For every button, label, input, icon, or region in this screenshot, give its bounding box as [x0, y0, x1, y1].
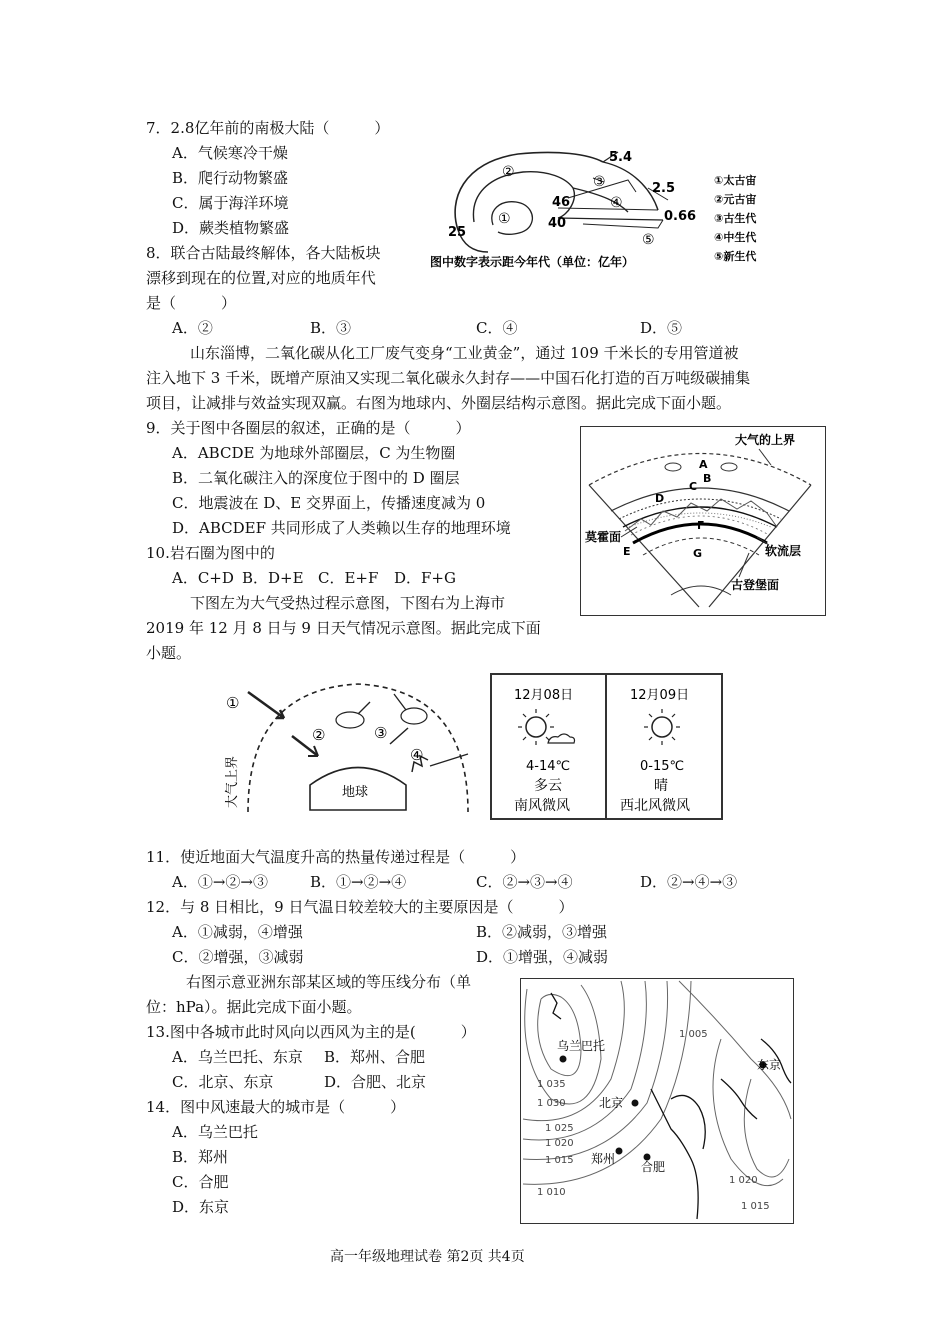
q12-option-a: A．①减弱，④增强: [172, 923, 303, 941]
q9-option-b: B．二氧化碳注入的深度位于图中的 D 圈层: [172, 469, 460, 487]
passage1-line1: 山东淄博，二氧化碳从化工厂废气变身“工业黄金”，通过 109 千米长的专用管道被: [190, 344, 739, 362]
weather-day1-temp: 4-14℃: [526, 759, 571, 774]
geo-number-40: 40: [548, 216, 567, 231]
heat-arrow-3: ③: [374, 724, 388, 742]
geo-legend-4: ④中生代: [714, 231, 757, 244]
passage2-line2: 2019 年 12 月 8 日与 9 日天气情况示意图。据此完成下面: [146, 619, 541, 637]
passage3-line2: 位：hPa）。据此完成下面小题。: [146, 998, 362, 1016]
geo-legend-5: ⑤新生代: [714, 250, 757, 263]
isobar-label-1025: 1 025: [545, 1123, 574, 1134]
geo-number-5.4: 5.4: [609, 150, 633, 165]
sun-cloud-icon: [518, 709, 575, 745]
q14-option-a: A．乌兰巴托: [172, 1123, 258, 1141]
q8-option-c: C．④: [476, 319, 518, 337]
sphere-layer-a: A: [699, 458, 708, 471]
isobar-map: [520, 978, 794, 1224]
sphere-gutenberg-label: 古登堡面: [731, 578, 780, 592]
q10-option-d: D．F+G: [394, 569, 456, 587]
sphere-layer-b: B: [703, 472, 712, 485]
page-footer: 高一年级地理试卷 第2页 共4页: [330, 1249, 525, 1265]
map-city-hefei: 合肥: [641, 1160, 666, 1174]
q14-option-b: B．郑州: [172, 1148, 229, 1166]
geo-number-25: 25: [448, 225, 467, 240]
q11-option-c: C．②→③→④: [476, 873, 573, 891]
isobar-label-1020: 1 020: [545, 1138, 574, 1149]
sphere-moho-label: 莫霍面: [585, 530, 622, 544]
isobar-label-1005: 1 005: [679, 1029, 708, 1040]
passage2-line1: 下图左为大气受热过程示意图，下图右为上海市: [190, 594, 506, 612]
weather-day2-sky: 晴: [654, 778, 668, 794]
q13-option-d: D．合肥、北京: [324, 1073, 427, 1091]
weather-day1-date: 12月08日: [514, 688, 574, 703]
q10-option-c: C．E+F: [318, 569, 379, 587]
isobar-label-1015: 1 015: [545, 1155, 574, 1166]
q9-option-a: A．ABCDE 为地球外部圈层，C 为生物圈: [172, 444, 456, 462]
q8-stem-line3: 是（ ）: [146, 294, 237, 312]
q11-option-d: D．②→④→③: [640, 873, 738, 891]
q10-stem: 10.岩石圈为图中的: [146, 544, 275, 562]
map-city-ulaanbaatar: 乌兰巴托: [557, 1039, 606, 1053]
geo-number-46: 46: [552, 195, 571, 210]
isobar-label-1010: 1 010: [537, 1187, 566, 1198]
q13-option-b: B．郑州、合肥: [324, 1048, 426, 1066]
q14-stem: 14．图中风速最大的城市是（ ）: [146, 1098, 406, 1116]
geo-number-0.66: 0.66: [664, 209, 697, 224]
geo-number-2.5: 2.5: [652, 181, 676, 196]
geo-region-5: ⑤: [642, 232, 655, 248]
sphere-layer-f: F: [697, 519, 705, 532]
isobar-label-1035: 1 035: [537, 1079, 566, 1090]
isobar-label-1020-east: 1 020: [729, 1175, 758, 1186]
q11-option-a: A．①→②→③: [172, 873, 268, 891]
geo-legend-2: ②元古宙: [714, 193, 757, 206]
heat-arrow-1: ①: [226, 694, 240, 712]
q12-stem: 12．与 8 日相比，9 日气温日较差较大的主要原因是（ ）: [146, 898, 574, 916]
q14-option-d: D．东京: [172, 1198, 230, 1216]
sphere-layer-d: D: [655, 492, 665, 505]
q7-stem: 7．2.8亿年前的南极大陆（ ）: [146, 119, 390, 137]
isobar-label-1015-east: 1 015: [741, 1201, 770, 1212]
q9-option-c: C．地震波在 D、E 交界面上，传播速度减为 0: [172, 494, 486, 512]
sphere-layer-g: G: [693, 547, 703, 560]
weather-day2-temp: 0-15℃: [640, 759, 685, 774]
passage3-line1: 右图示意亚洲东部某区域的等压线分布（单: [186, 973, 472, 991]
geo-region-4: ④: [610, 195, 623, 211]
q12-option-b: B．②减弱，③增强: [476, 923, 608, 941]
q10-option-b: B．D+E: [242, 569, 304, 587]
sphere-asthenosphere-label: 软流层: [765, 544, 802, 558]
geo-region-1: ①: [498, 211, 511, 227]
q8-option-d: D．⑤: [640, 319, 683, 337]
weather-day2-date: 12月09日: [630, 688, 690, 703]
heat-boundary-label: 大气上界: [225, 755, 240, 808]
q7-option-d: D．蕨类植物繁盛: [172, 219, 290, 237]
q8-stem-line1: 8．联合古陆最终解体，各大陆板块: [146, 244, 381, 262]
sun-icon: [644, 709, 680, 745]
q13-option-a: A．乌兰巴托、东京: [172, 1048, 303, 1066]
passage2-line3: 小题。: [146, 644, 192, 662]
heat-arrow-4: ④: [410, 746, 424, 764]
q9-option-d: D．ABCDEF 共同形成了人类赖以生存的地理环境: [172, 519, 511, 537]
weather-day2-wind: 西北风微风: [620, 798, 690, 814]
heat-earth-label: 地球: [342, 785, 369, 800]
q10-option-a: A．C+D: [172, 569, 234, 587]
q9-stem: 9．关于图中各圈层的叙述，正确的是（ ）: [146, 419, 471, 437]
q8-stem-line2: 漂移到现在的位置,对应的地质年代: [146, 269, 376, 287]
isobar-label-1030: 1 030: [537, 1098, 566, 1109]
passage1-line3: 项目，让减排与效益实现双赢。右图为地球内、外圈层结构示意图。据此完成下面小题。: [146, 394, 732, 412]
passage1-line2: 注入地下 3 千米，既增产原油又实现二氧化碳永久封存——中国石化打造的百万吨级碳捕集: [146, 369, 751, 387]
q8-option-a: A．②: [172, 319, 213, 337]
geo-legend-1: ①太古宙: [714, 174, 757, 187]
q12-option-d: D．①增强，④减弱: [476, 948, 609, 966]
map-city-beijing: 北京: [599, 1096, 624, 1110]
sphere-top-label: 大气的上界: [735, 433, 796, 447]
geologic-time-figure: [418, 140, 778, 275]
q11-option-b: B．①→②→④: [310, 873, 407, 891]
heat-arrow-2: ②: [312, 726, 326, 744]
q8-option-b: B．③: [310, 319, 352, 337]
geo-legend-3: ③古生代: [714, 212, 757, 225]
weather-day1-sky: 多云: [534, 778, 562, 794]
atmosphere-heating-figure: [218, 670, 480, 820]
geo-region-3: ③: [593, 174, 606, 190]
q7-option-b: B．爬行动物繁盛: [172, 169, 289, 187]
map-city-zhengzhou: 郑州: [591, 1152, 616, 1166]
earth-sphere-figure: [580, 426, 826, 616]
q7-option-a: A．气候寒冷干燥: [172, 144, 288, 162]
sphere-layer-e: E: [623, 545, 631, 558]
weather-day1-wind: 南风微风: [514, 798, 570, 814]
q13-option-c: C．北京、东京: [172, 1073, 274, 1091]
weather-table: [490, 673, 723, 820]
q12-option-c: C．②增强，③减弱: [172, 948, 304, 966]
geo-region-2: ②: [502, 164, 515, 180]
geo-figure-caption: 图中数字表示距今年代（单位：亿年）: [430, 255, 635, 269]
q13-stem: 13.图中各城市此时风向以西风为主的是( ）: [146, 1023, 476, 1041]
q11-stem: 11．使近地面大气温度升高的热量传递过程是（ ）: [146, 848, 526, 866]
map-city-tokyo: 东京: [757, 1058, 782, 1072]
q14-option-c: C．合肥: [172, 1173, 229, 1191]
sphere-layer-c: C: [689, 480, 698, 493]
q7-option-c: C．属于海洋环境: [172, 194, 289, 212]
